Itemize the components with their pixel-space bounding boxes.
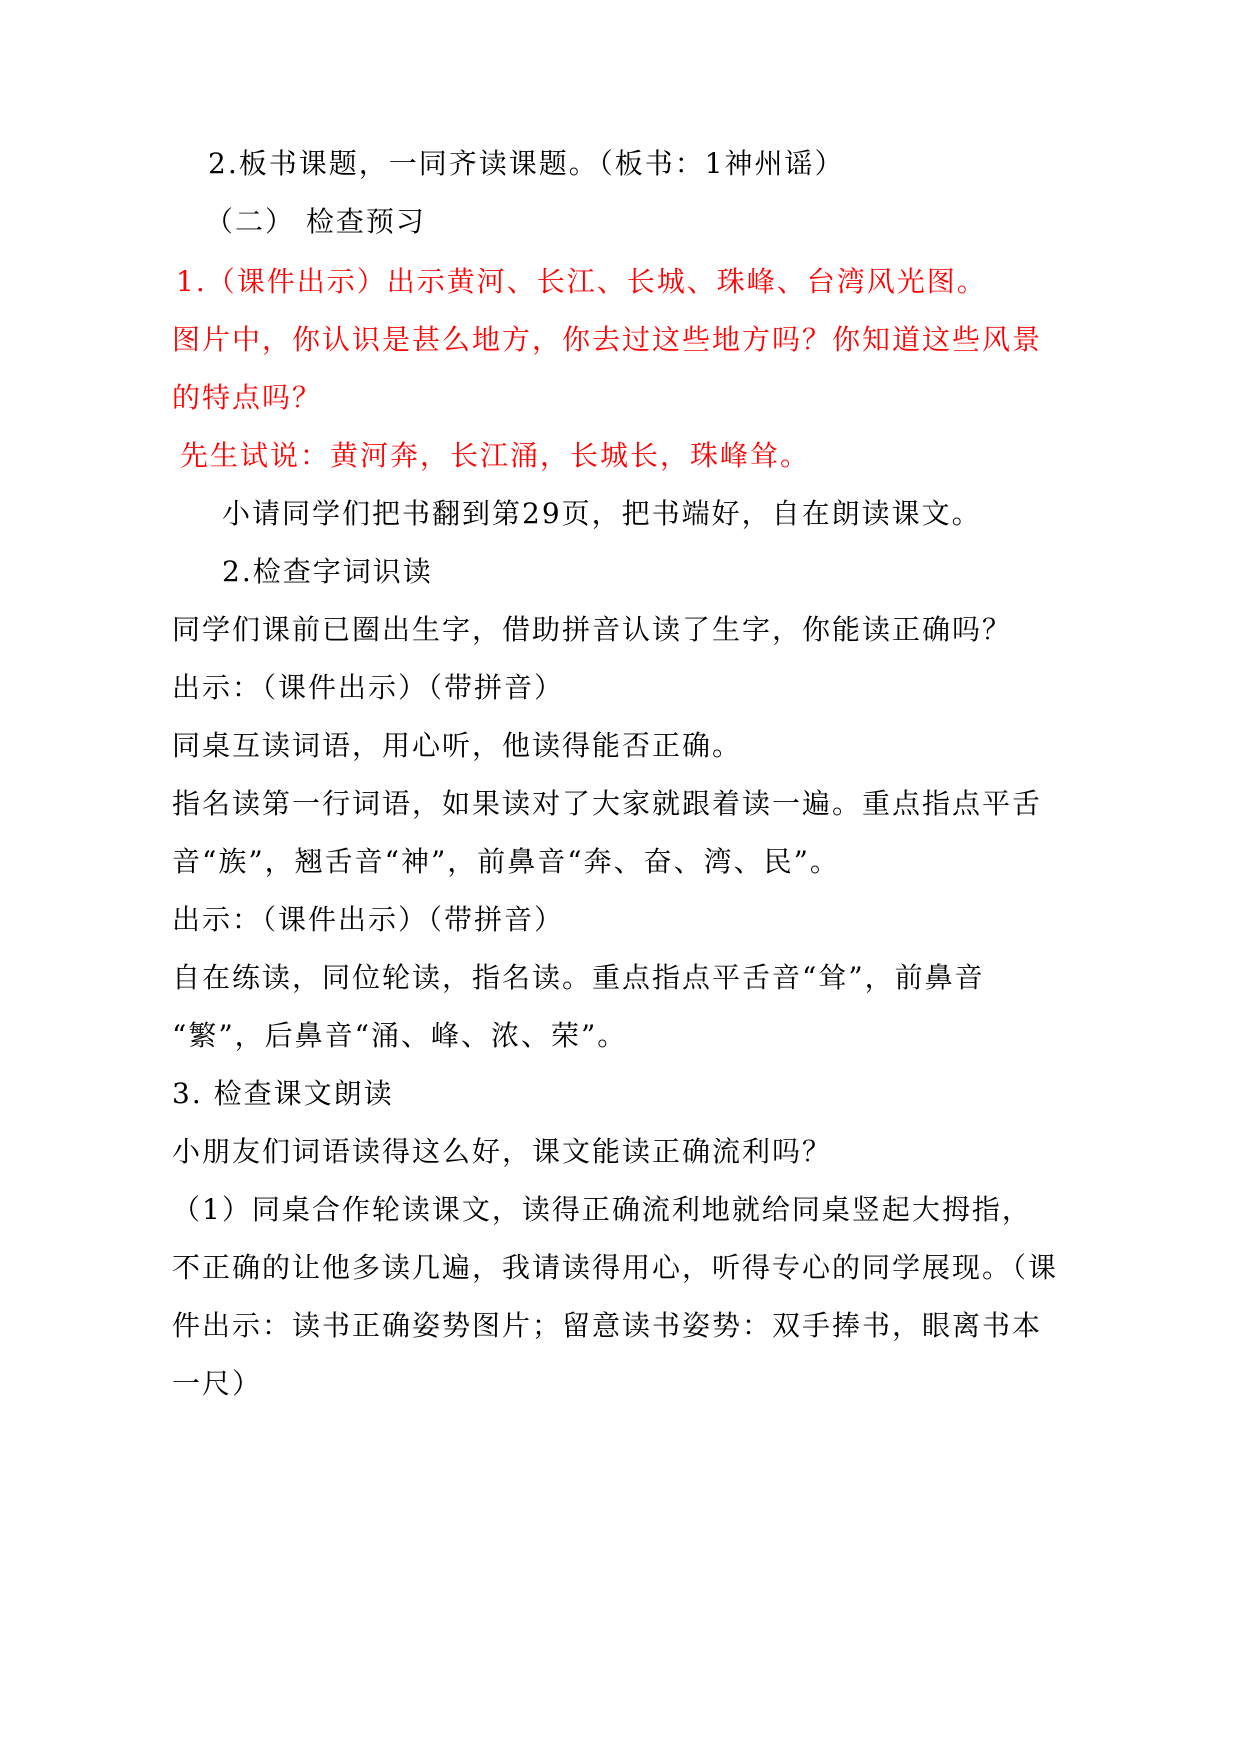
text-line: 小朋友们词语读得这么好，课文能读正确流利吗？: [172, 1135, 833, 1168]
text-line: 出示：（课件出示）（带拼音）: [172, 903, 565, 936]
text-line: （1）同桌合作轮读课文，读得正确流利地就给同桌竖起大拇指，: [172, 1193, 1032, 1226]
sub-heading: 3. 检查课文朗读: [172, 1077, 394, 1110]
text-line: 小请同学们把书翻到第29页，把书端好，自在朗读课文。: [222, 497, 982, 530]
text-line-highlight: 1.（课件出示）出示黄河、长江、长城、珠峰、台湾风光图。: [176, 265, 987, 298]
text-line: 出示：（课件出示）（带拼音）: [172, 671, 565, 704]
text-line: 音“族”，翘舌音“神”，前鼻音“奔、奋、湾、民”。: [172, 845, 840, 878]
text-line-highlight: 图片中，你认识是甚么地方，你去过这些地方吗？你知道这些风景: [172, 323, 1043, 356]
text-line: “繁”，后鼻音“涌、峰、浓、荣”。: [172, 1019, 628, 1052]
text-line: 同桌互读词语，用心听，他读得能否正确。: [172, 729, 743, 762]
text-line: 2.板书课题，一同齐读课题。（板书：1神州谣）: [208, 147, 845, 180]
text-line-highlight: 的特点吗？: [172, 381, 323, 414]
sub-heading: 2.检查字词识读: [222, 555, 433, 588]
section-heading: （二） 检查预习: [205, 205, 426, 238]
text-line-highlight: 先生试说：黄河奔，长江涌，长城长，珠峰耸。: [180, 439, 811, 472]
text-line: 一尺）: [172, 1367, 263, 1400]
text-line: 指名读第一行词语，如果读对了大家就跟着读一遍。重点指点平舌: [172, 787, 1043, 820]
text-line: 不正确的让他多读几遍，我请读得用心，听得专心的同学展现。（课: [172, 1251, 1059, 1284]
text-line: 自在练读，同位轮读，指名读。重点指点平舌音“耸”，前鼻音: [172, 961, 985, 994]
text-line: 同学们课前已圈出生字，借助拼音认读了生字，你能读正确吗？: [172, 613, 1013, 646]
text-line: 件出示：读书正确姿势图片；留意读书姿势：双手捧书，眼离书本: [172, 1309, 1043, 1342]
